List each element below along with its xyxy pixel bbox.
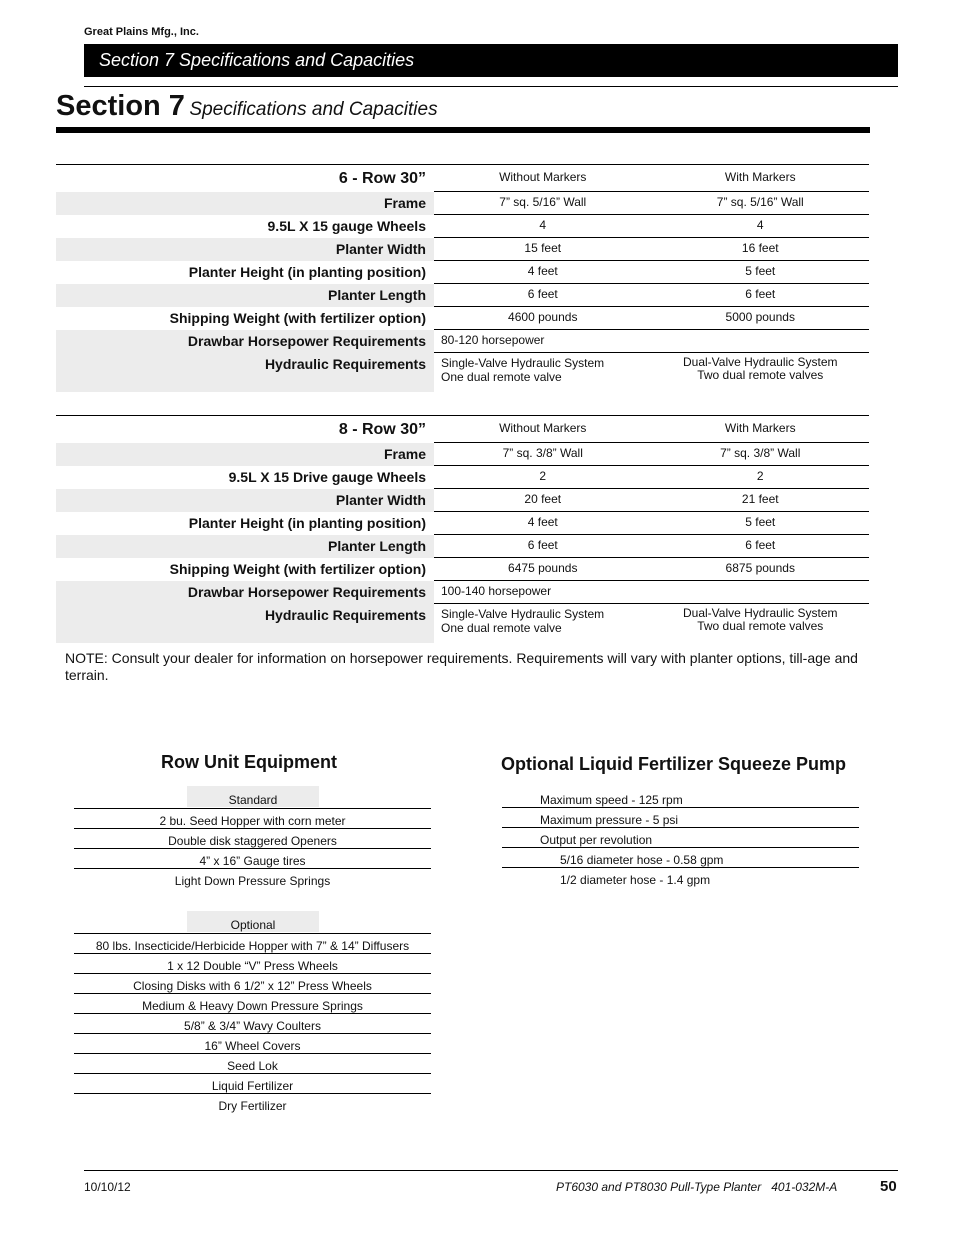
cell-with-markers: 5 feet bbox=[652, 261, 870, 284]
table-row bbox=[56, 466, 869, 489]
standard-header bbox=[74, 786, 431, 809]
banner-text: Section 7 Specifications and Capacities bbox=[99, 50, 415, 70]
banner-divider bbox=[84, 86, 898, 87]
cell-without-markers: Without Markers bbox=[434, 165, 652, 192]
list-item: 2 bu. Seed Hopper with corn meter bbox=[74, 809, 431, 829]
table-row bbox=[56, 581, 869, 604]
row-label: Planter Height (in planting position) bbox=[188, 514, 426, 531]
row-label: 6 - Row 30” bbox=[56, 165, 434, 192]
hydraulic-line-1: Single-Valve Hydraulic System bbox=[441, 356, 605, 370]
list-item: Maximum pressure - 5 psi bbox=[502, 808, 859, 828]
row-label: Drawbar Horsepower Requirements bbox=[56, 330, 434, 353]
table-row bbox=[56, 353, 869, 393]
list-item: Dry Fertilizer bbox=[218, 1099, 287, 1113]
row-label: Hydraulic Requirements bbox=[56, 604, 434, 644]
spec-table-8-row bbox=[56, 415, 869, 643]
hydraulic-line-2: One dual remote valve bbox=[441, 370, 562, 384]
row-label: 9.5L X 15 gauge Wheels bbox=[267, 217, 426, 234]
row-label: 9.5L X 15 Drive gauge Wheels bbox=[228, 468, 426, 485]
pump-title: Optional Liquid Fertilizer Squeeze Pump bbox=[501, 754, 847, 774]
cell-without-markers: 7” sq. 5/16” Wall bbox=[434, 192, 652, 215]
row-label: Planter Height (in planting position) bbox=[188, 263, 426, 280]
row-label: Drawbar Horsepower Requirements bbox=[56, 581, 434, 604]
row-label: Planter Width bbox=[56, 489, 434, 512]
list-item: 80 lbs. Insecticide/Herbicide Hopper with 7” & 14” Diffusers bbox=[74, 934, 431, 954]
pump-spec-list bbox=[502, 788, 859, 888]
cell-with-markers: 7” sq. 3/8” Wall bbox=[652, 443, 870, 466]
list-item: Closing Disks with 6 1/2” x 12” Press Wheels bbox=[74, 974, 431, 994]
table-row bbox=[56, 604, 869, 644]
row-label: Shipping Weight (with fertilizer option) bbox=[169, 309, 426, 326]
standard-equipment-list bbox=[74, 786, 431, 889]
cell-without-markers: Without Markers bbox=[434, 416, 652, 443]
table-row bbox=[56, 512, 869, 535]
section-subtitle: Specifications and Capacities bbox=[189, 99, 438, 120]
table-row bbox=[56, 165, 869, 192]
footer-date: 10/10/12 bbox=[84, 1180, 131, 1194]
row-label: Planter Length bbox=[56, 284, 434, 307]
footer-divider bbox=[84, 1170, 898, 1171]
list-item: Light Down Pressure Springs bbox=[174, 874, 331, 888]
cell-horsepower: 100-140 horsepower bbox=[434, 581, 869, 604]
section-banner bbox=[84, 44, 898, 77]
cell-without-markers bbox=[434, 353, 652, 393]
row-label: Shipping Weight (with fertilizer option) bbox=[169, 560, 426, 577]
cell-without-markers: 6475 pounds bbox=[434, 558, 652, 581]
list-item: Medium & Heavy Down Pressure Springs bbox=[74, 994, 431, 1014]
cell-without-markers: 4 bbox=[434, 215, 652, 238]
cell-with-markers: 21 feet bbox=[652, 489, 870, 512]
row-unit-title: Row Unit Equipment bbox=[161, 752, 337, 772]
hydraulic-line-1: Dual-Valve Hydraulic System bbox=[683, 355, 838, 369]
cell-with-markers: 2 bbox=[652, 466, 870, 489]
list-item: 1 x 12 Double “V” Press Wheels bbox=[74, 954, 431, 974]
list-item: 5/8” & 3/4” Wavy Coulters bbox=[74, 1014, 431, 1034]
optional-equipment-list bbox=[74, 911, 431, 1114]
table-row bbox=[56, 330, 869, 353]
list-item: Double disk staggered Openers bbox=[74, 829, 431, 849]
cell-without-markers: 20 feet bbox=[434, 489, 652, 512]
cell-with-markers: With Markers bbox=[652, 416, 870, 443]
hydraulic-line-1: Dual-Valve Hydraulic System bbox=[683, 606, 838, 620]
cell-without-markers: 6 feet bbox=[434, 284, 652, 307]
row-label: Planter Length bbox=[56, 535, 434, 558]
list-item: 4” x 16” Gauge tires bbox=[74, 849, 431, 869]
table-row bbox=[56, 558, 869, 581]
cell-with-markers: 4 bbox=[652, 215, 870, 238]
row-label: 8 - Row 30” bbox=[56, 416, 434, 443]
table-row bbox=[56, 215, 869, 238]
table-row bbox=[56, 238, 869, 261]
table-row bbox=[56, 489, 869, 512]
hydraulic-line-2: Two dual remote valves bbox=[697, 619, 824, 633]
list-item: Seed Lok bbox=[74, 1054, 431, 1074]
table-row bbox=[56, 443, 869, 466]
cell-with-markers: 5000 pounds bbox=[652, 307, 870, 330]
spec-table-6-row bbox=[56, 164, 869, 392]
title-rule bbox=[56, 127, 870, 133]
cell-with-markers bbox=[652, 353, 870, 393]
cell-with-markers: With Markers bbox=[652, 165, 870, 192]
list-item: Output per revolution bbox=[502, 828, 859, 848]
cell-without-markers: 7” sq. 3/8” Wall bbox=[434, 443, 652, 466]
section-title bbox=[56, 90, 438, 123]
row-label: Frame bbox=[56, 192, 434, 215]
cell-without-markers bbox=[434, 604, 652, 644]
company-name: Great Plains Mfg., Inc. bbox=[84, 26, 199, 38]
table-row bbox=[56, 416, 869, 443]
cell-with-markers: 5 feet bbox=[652, 512, 870, 535]
table-row bbox=[56, 307, 869, 330]
hydraulic-line-1: Single-Valve Hydraulic System bbox=[441, 607, 605, 621]
cell-with-markers: 7” sq. 5/16” Wall bbox=[652, 192, 870, 215]
cell-with-markers: 16 feet bbox=[652, 238, 870, 261]
standard-label: Standard bbox=[187, 786, 319, 807]
table-row bbox=[56, 535, 869, 558]
list-item: 5/16 diameter hose - 0.58 gpm bbox=[502, 848, 859, 868]
list-item: 1/2 diameter hose - 1.4 gpm bbox=[560, 873, 711, 887]
section-number: Section 7 bbox=[56, 90, 185, 122]
cell-with-markers: 6 feet bbox=[652, 535, 870, 558]
cell-with-markers: 6 feet bbox=[652, 284, 870, 307]
cell-without-markers: 4 feet bbox=[434, 261, 652, 284]
list-item: Liquid Fertilizer bbox=[74, 1074, 431, 1094]
page-number: 50 bbox=[880, 1178, 897, 1195]
list-item: 16” Wheel Covers bbox=[74, 1034, 431, 1054]
cell-with-markers: 6875 pounds bbox=[652, 558, 870, 581]
table-row bbox=[56, 284, 869, 307]
row-label: Frame bbox=[56, 443, 434, 466]
row-label: Planter Width bbox=[56, 238, 434, 261]
hydraulic-line-2: One dual remote valve bbox=[441, 621, 562, 635]
cell-without-markers: 2 bbox=[434, 466, 652, 489]
table-row bbox=[56, 192, 869, 215]
horsepower-note: NOTE: Consult your dealer for information on horsepower requirements. Requirements will vary with planter options, till-age and terrain. bbox=[65, 650, 858, 683]
footer-document-title: PT6030 and PT8030 Pull-Type Planter 401-032M-A bbox=[556, 1180, 838, 1194]
cell-without-markers: 4600 pounds bbox=[434, 307, 652, 330]
cell-without-markers: 15 feet bbox=[434, 238, 652, 261]
hydraulic-line-2: Two dual remote valves bbox=[697, 368, 824, 382]
table-row bbox=[56, 261, 869, 284]
cell-without-markers: 6 feet bbox=[434, 535, 652, 558]
optional-label: Optional bbox=[187, 911, 319, 932]
row-label: Hydraulic Requirements bbox=[56, 353, 434, 393]
cell-without-markers: 4 feet bbox=[434, 512, 652, 535]
list-item: Maximum speed - 125 rpm bbox=[502, 788, 859, 808]
optional-header bbox=[74, 911, 431, 934]
cell-with-markers bbox=[652, 604, 870, 644]
cell-horsepower: 80-120 horsepower bbox=[434, 330, 869, 353]
